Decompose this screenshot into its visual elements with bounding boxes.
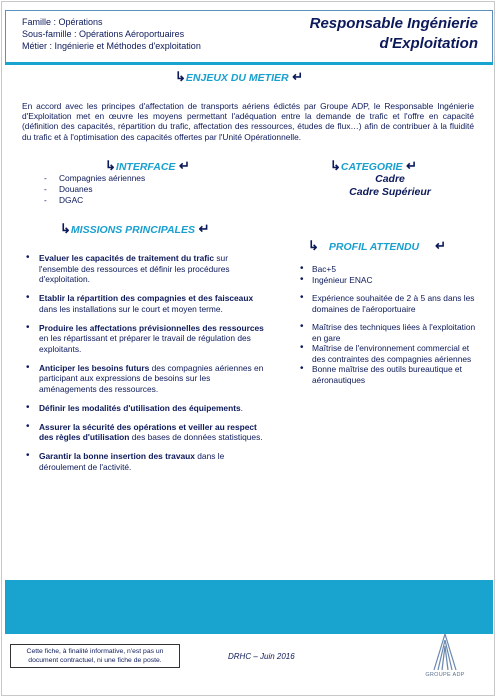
profil-section-title <box>308 238 446 254</box>
enjeux-paragraph: En accord avec les principes d'affectation de transports aériens édictés par Groupe ADP, le Responsable Ingénierie d'Exploitation met en œuvre les moyens permettant l'adéquation entre la demande de trafic et l'offre en capacité (définition des capacités, répartition du trafic, affectation des ressources, études de flux…) afin de contribuer à la fluidité du trafic et à l'optimisation des capacités offertes par l'Unité Opérationnelle. <box>22 101 474 142</box>
arrow-down-right-icon: ↳ <box>330 158 341 173</box>
categorie-values <box>330 173 450 199</box>
list-item <box>26 253 266 285</box>
interface-list <box>44 173 145 206</box>
profil-list <box>300 264 480 385</box>
list-item: - DGAC <box>44 195 145 206</box>
categorie-section-title <box>330 158 417 174</box>
list-item: • Maîtrise des techniques liées à l'exploitation en gare <box>300 322 480 343</box>
mission-text: des compagnies aériennes en participant aux expressions de besoins sur les aménagements des ressources. <box>39 362 264 394</box>
interface-section-title <box>105 158 190 174</box>
footer-band <box>5 580 493 634</box>
list-item: - Compagnies aériennes <box>44 173 145 184</box>
categorie-title-text: CATEGORIE <box>340 161 403 173</box>
enjeux-section-title <box>175 69 303 85</box>
metier-label: Métier : Ingénierie et Méthodes d'exploitation <box>22 41 201 51</box>
mission-text: sur l'ensemble des ressources et définir les procédures d'exploitation. <box>39 253 230 284</box>
list-item <box>26 451 266 472</box>
logo-text: GROUPE ADP <box>425 672 465 678</box>
groupe-adp-logo <box>420 630 470 678</box>
list-item <box>26 293 266 314</box>
arrow-return-icon: ↵ <box>288 69 304 84</box>
arrow-down-right-icon: ↳ <box>60 221 71 236</box>
mission-bold-text: Garantir la bonne insertion des travaux <box>39 451 195 461</box>
list-item <box>26 403 266 414</box>
arrow-return-icon: ↵ <box>175 158 190 173</box>
mission-text: dans les installations sur le court et moyen terme. <box>39 303 223 314</box>
categorie-value: Cadre <box>375 173 405 185</box>
mission-bold-text: Evaluer les capacités de traitement du trafic <box>39 253 215 263</box>
list-item <box>26 363 266 395</box>
missions-title-text: MISSIONS PRINCIPALES <box>70 224 195 236</box>
interface-title-text: INTERFACE <box>115 161 176 173</box>
arrow-return-icon: ↵ <box>402 158 418 173</box>
mission-bold-text: Produire les affectations prévisionnelles des ressources <box>39 322 264 333</box>
list-item: - Douanes <box>44 184 145 195</box>
enjeux-title-text: ENJEUX DU METIER <box>185 72 289 84</box>
list-item <box>26 422 266 443</box>
arrow-down-right-icon: ↳ <box>175 69 186 84</box>
arrow-return-icon: ↵ <box>435 238 447 253</box>
title-line-1: Responsable Ingénierie <box>309 15 478 32</box>
list-item: • Bac+5 <box>300 264 480 275</box>
sous-famille-label: Sous-famille : Opérations Aéroportuaires <box>22 29 185 39</box>
missions-list <box>26 253 266 481</box>
arrow-down-right-icon: ↳ <box>105 158 116 173</box>
disclaimer-box: Cette fiche, à finalité informative, n'est pas un document contractuel, ni une fiche de poste. <box>10 644 180 668</box>
mission-bold-text: Définir les modalités d'utilisation des équipements <box>39 402 241 413</box>
mission-bold-text: Etablir la répartition des compagnies et des faisceaux <box>39 293 254 303</box>
missions-section-title <box>60 221 210 237</box>
mission-text: dans le déroulement de l'activité. <box>39 451 225 472</box>
title-line-2: d'Exploitation <box>379 35 478 52</box>
header-box <box>5 10 493 63</box>
mission-bold-text: Anticiper les besoins futurs <box>39 362 150 373</box>
categorie-value: Cadre Supérieur <box>349 186 431 198</box>
header-band <box>5 62 493 65</box>
arrow-return-icon: ↵ <box>194 221 210 236</box>
list-item: • Ingénieur ENAC <box>300 275 480 286</box>
list-item: • Maîtrise de l'environnement commercial et des contraintes des compagnies aériennes <box>300 343 480 364</box>
profil-title-text: PROFIL ATTENDU <box>328 241 420 253</box>
list-item: • Expérience souhaitée de 2 à 5 ans dans les domaines de l'aéroportuaire <box>300 293 480 314</box>
mission-bold-text: Assurer la sécurité des opérations et veiller au respect des règles d'utilisation <box>39 421 257 442</box>
arrow-down-right-icon: ↳ <box>308 238 319 253</box>
mission-text: en les répartissant et préparer le travail de régulation des exploitants. <box>39 333 251 354</box>
famille-label: Famille : Opérations <box>22 17 103 27</box>
mission-text: des bases de données statistiques. <box>129 432 263 442</box>
list-item <box>26 323 266 355</box>
mission-text: . <box>240 402 243 413</box>
header-classification <box>22 16 201 52</box>
page-title <box>310 14 478 54</box>
list-item: • Bonne maîtrise des outils bureautique et aéronautiques <box>300 364 480 385</box>
footer-date: DRHC – Juin 2016 <box>228 652 295 661</box>
